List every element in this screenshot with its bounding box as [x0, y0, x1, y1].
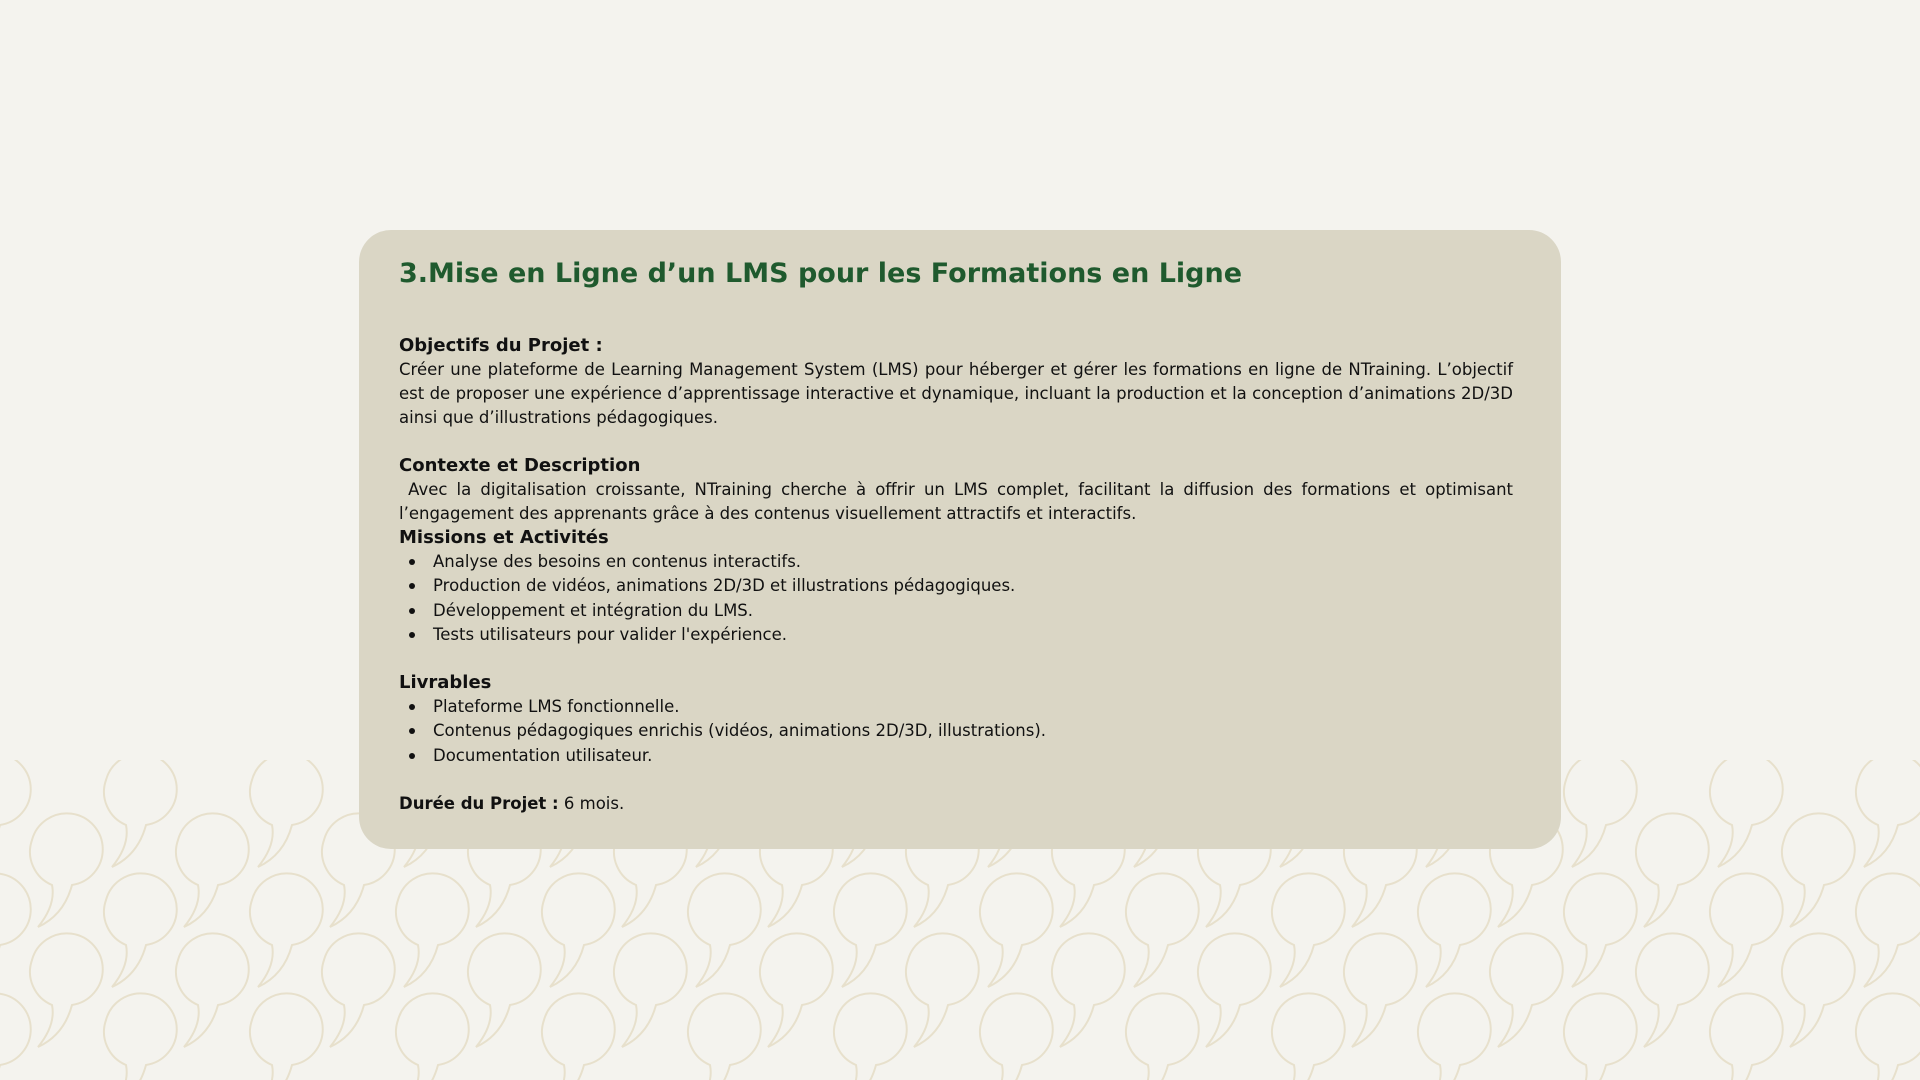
list-item: Plateforme LMS fonctionnelle.	[433, 695, 1513, 719]
quote-mark-icon	[1636, 813, 1709, 927]
quote-mark-icon	[688, 993, 761, 1080]
missions-heading: Missions et Activités	[399, 527, 609, 548]
quote-mark-icon	[1418, 993, 1491, 1080]
quote-mark-icon	[1564, 760, 1637, 867]
quote-mark-icon	[614, 933, 687, 1047]
quote-mark-icon	[0, 993, 31, 1080]
quote-mark-icon	[1272, 873, 1345, 987]
quote-mark-icon	[688, 873, 761, 987]
deliverables-heading: Livrables	[399, 672, 492, 694]
objectives-text: Créer une plateforme de Learning Management System (LMS) pour héberger et gérer les formations en ligne de NTraining. L’objectif est de proposer une expérience d’apprentissage interactive et dynamique, incluant la production et la conception d’animations 2D/3D ainsi que d’illustrations pédagogiques.	[399, 360, 1513, 427]
quote-mark-icon	[1272, 993, 1345, 1080]
quote-mark-icon	[322, 933, 395, 1047]
quote-mark-icon	[30, 933, 103, 1047]
list-item: Analyse des besoins en contenus interactifs.	[433, 550, 1513, 574]
list-item: Production de vidéos, animations 2D/3D et illustrations pédagogiques.	[433, 574, 1513, 598]
quote-mark-icon	[1710, 760, 1783, 867]
quote-mark-icon	[176, 933, 249, 1047]
quote-mark-icon	[834, 993, 907, 1080]
quote-mark-icon	[1052, 933, 1125, 1047]
quote-mark-icon	[980, 993, 1053, 1080]
duration-line	[399, 792, 1513, 816]
quote-mark-icon	[468, 933, 541, 1047]
quote-mark-icon	[1856, 873, 1920, 987]
duration-value: 6 mois.	[558, 794, 625, 814]
quote-mark-icon	[834, 873, 907, 987]
quote-mark-icon	[1126, 873, 1199, 987]
duration-label: Durée du Projet :	[399, 794, 559, 814]
spacer	[399, 430, 1513, 454]
quote-mark-icon	[1198, 933, 1271, 1047]
objectives-heading: Objectifs du Projet :	[399, 335, 603, 356]
quote-mark-icon	[760, 933, 833, 1047]
quote-mark-icon	[0, 873, 31, 987]
quote-mark-icon	[250, 760, 323, 867]
quote-mark-icon	[1782, 813, 1855, 927]
quote-mark-icon	[250, 993, 323, 1080]
quote-mark-icon	[1344, 933, 1417, 1047]
quote-mark-icon	[1490, 933, 1563, 1047]
quote-mark-icon	[104, 993, 177, 1080]
deliverables-list	[399, 695, 1513, 768]
list-item: Développement et intégration du LMS.	[433, 599, 1513, 623]
quote-mark-icon	[1564, 873, 1637, 987]
quote-mark-icon	[1564, 993, 1637, 1080]
quote-mark-icon	[1710, 993, 1783, 1080]
card-title: 3.Mise en Ligne d’un LMS pour les Formations en Ligne	[399, 258, 1243, 289]
quote-mark-icon	[906, 933, 979, 1047]
quote-mark-icon	[1782, 933, 1855, 1047]
quote-mark-icon	[396, 993, 469, 1080]
missions-list	[399, 550, 1513, 647]
context-heading: Contexte et Description	[399, 455, 641, 476]
quote-mark-icon	[176, 813, 249, 927]
quote-mark-icon	[0, 760, 31, 867]
quote-mark-icon	[250, 873, 323, 987]
list-item: Contenus pédagogiques enrichis (vidéos, animations 2D/3D, illustrations).	[433, 719, 1513, 743]
quote-mark-icon	[1636, 933, 1709, 1047]
context-text: Avec la digitalisation croissante, NTraining cherche à offrir un LMS complet, facilitant la diffusion des formations et optimisant l’engagement des apprenants grâce à des contenus visuellement attractifs et interactifs.	[399, 480, 1519, 523]
quote-mark-icon	[542, 993, 615, 1080]
quote-mark-icon	[30, 813, 103, 927]
quote-mark-icon	[1710, 873, 1783, 987]
quote-mark-icon	[104, 873, 177, 987]
spacer	[399, 294, 1513, 334]
quote-mark-icon	[104, 760, 177, 867]
quote-mark-icon	[1856, 760, 1920, 867]
quote-mark-icon	[1126, 993, 1199, 1080]
list-item: Tests utilisateurs pour valider l'expérience.	[433, 623, 1513, 647]
spacer	[399, 647, 1513, 671]
spacer	[399, 768, 1513, 792]
quote-mark-icon	[1418, 873, 1491, 987]
quote-mark-icon	[542, 873, 615, 987]
quote-mark-icon	[980, 873, 1053, 987]
project-card	[359, 230, 1561, 849]
quote-mark-icon	[396, 873, 469, 987]
quote-mark-icon	[1856, 993, 1920, 1080]
list-item: Documentation utilisateur.	[433, 744, 1513, 768]
